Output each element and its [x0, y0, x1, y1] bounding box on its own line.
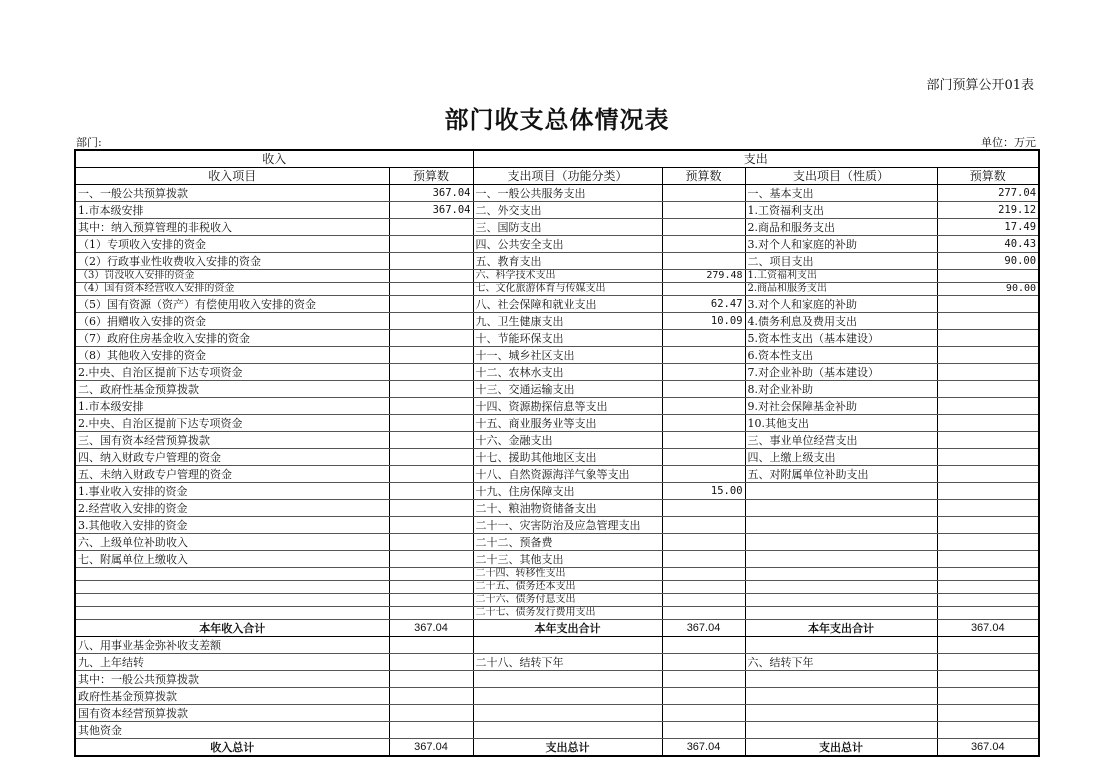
expense-nature-budget-header: 预算数: [937, 168, 1039, 185]
income-item-cell: （4）国有资本经营收入安排的资金: [75, 283, 389, 296]
income-item-cell: 国有资本经营预算拨款: [75, 705, 389, 722]
expense-func-item-cell: 六、科学技术支出: [473, 270, 662, 283]
expense-func-amount-cell: [662, 449, 745, 466]
grand-total-expense-nature-value: 367.04: [937, 739, 1039, 757]
expense-func-amount-cell: [662, 381, 745, 398]
expense-nature-item-cell: [745, 568, 937, 581]
income-amount-cell: [389, 534, 473, 551]
grand-total-expense-label: 支出总计: [473, 739, 662, 757]
income-item-cell: 1.市本级安排: [75, 202, 389, 219]
income-item-cell: 八、用事业基金弥补收支差额: [75, 637, 389, 654]
expense-func-amount-cell: 10.09: [662, 313, 745, 330]
expense-func-header: 支出项目（功能分类）: [473, 168, 662, 185]
expense-nature-item-cell: [745, 551, 937, 568]
table-row: [75, 705, 1039, 722]
expense-nature-item-cell: 4.债务利息及费用支出: [745, 313, 937, 330]
income-amount-cell: [389, 283, 473, 296]
expense-nature-item-cell: 9.对社会保障基金补助: [745, 398, 937, 415]
expense-func-amount-cell: 62.47: [662, 296, 745, 313]
expense-nature-amount-cell: [937, 449, 1039, 466]
expense-func-amount-cell: [662, 185, 745, 202]
expense-nature-amount-cell: [937, 722, 1039, 739]
year-total-income-label: 本年收入合计: [75, 620, 389, 637]
expense-func-amount-cell: 15.00: [662, 483, 745, 500]
expense-func-item-cell: 二十四、转移性支出: [473, 568, 662, 581]
expense-func-amount-cell: [662, 705, 745, 722]
expense-func-amount-cell: [662, 432, 745, 449]
expense-func-item-cell: 九、卫生健康支出: [473, 313, 662, 330]
income-item-cell: 五、未纳入财政专户管理的资金: [75, 466, 389, 483]
income-item-header: 收入项目: [75, 168, 389, 185]
expense-nature-item-cell: 1.工资福利支出: [745, 270, 937, 283]
expense-func-item-cell: 四、公共安全支出: [473, 236, 662, 253]
expense-func-item-cell: 十四、资源勘探信息等支出: [473, 398, 662, 415]
expense-nature-item-cell: [745, 517, 937, 534]
table-row: [75, 654, 1039, 671]
page-title: 部门收支总体情况表: [444, 105, 670, 134]
expense-func-amount-cell: [662, 330, 745, 347]
table-row: [75, 296, 1039, 313]
income-amount-cell: [389, 253, 473, 270]
expense-nature-amount-cell: [937, 568, 1039, 581]
expense-nature-item-cell: [745, 705, 937, 722]
expense-nature-amount-cell: [937, 313, 1039, 330]
expense-nature-amount-cell: [937, 296, 1039, 313]
table-row: [75, 313, 1039, 330]
expense-nature-amount-cell: [937, 364, 1039, 381]
income-budget-header: 预算数: [389, 168, 473, 185]
expense-func-item-cell: 十九、住房保障支出: [473, 483, 662, 500]
expense-func-item-cell: [473, 637, 662, 654]
income-item-cell: （2）行政事业性收费收入安排的资金: [75, 253, 389, 270]
expense-nature-amount-cell: [937, 483, 1039, 500]
table-row: [75, 594, 1039, 607]
income-item-cell: 一、一般公共预算拨款: [75, 185, 389, 202]
expense-func-item-cell: 十二、农林水支出: [473, 364, 662, 381]
expense-nature-amount-cell: 219.12: [937, 202, 1039, 219]
expense-func-budget-header: 预算数: [662, 168, 745, 185]
expense-func-item-cell: 十六、金融支出: [473, 432, 662, 449]
table-row: [75, 202, 1039, 219]
expense-nature-amount-cell: [937, 270, 1039, 283]
year-total-expense-nature-value: 367.04: [937, 620, 1039, 637]
table-row: [75, 381, 1039, 398]
expense-nature-item-cell: 10.其他支出: [745, 415, 937, 432]
expense-func-amount-cell: [662, 236, 745, 253]
expense-func-amount-cell: [662, 722, 745, 739]
expense-section-header: 支出: [473, 150, 1039, 168]
expense-func-amount-cell: [662, 654, 745, 671]
income-amount-cell: [389, 688, 473, 705]
expense-func-amount-cell: [662, 551, 745, 568]
income-amount-cell: [389, 330, 473, 347]
expense-func-amount-cell: [662, 607, 745, 620]
income-amount-cell: [389, 364, 473, 381]
table-row: [75, 219, 1039, 236]
section-header-row: [75, 150, 1039, 168]
expense-nature-item-cell: 7.对企业补助（基本建设）: [745, 364, 937, 381]
expense-nature-amount-cell: [937, 466, 1039, 483]
expense-func-amount-cell: [662, 466, 745, 483]
expense-func-amount-cell: [662, 671, 745, 688]
expense-func-item-cell: 二十一、灾害防治及应急管理支出: [473, 517, 662, 534]
unit-label: 单位：万元: [981, 136, 1036, 149]
expense-nature-item-cell: 三、事业单位经营支出: [745, 432, 937, 449]
expense-func-amount-cell: [662, 594, 745, 607]
income-item-cell: 2.经营收入安排的资金: [75, 500, 389, 517]
table-row: [75, 270, 1039, 283]
year-total-row: [75, 620, 1039, 637]
income-item-cell: [75, 607, 389, 620]
expense-func-item-cell: [473, 705, 662, 722]
expense-func-item-cell: 十一、城乡社区支出: [473, 347, 662, 364]
expense-nature-item-cell: [745, 534, 937, 551]
income-item-cell: 其中：纳入预算管理的非税收入: [75, 219, 389, 236]
expense-func-item-cell: 十五、商业服务业等支出: [473, 415, 662, 432]
expense-nature-item-cell: 二、项目支出: [745, 253, 937, 270]
income-item-cell: [75, 594, 389, 607]
expense-nature-amount-cell: [937, 688, 1039, 705]
table-row: [75, 581, 1039, 594]
expense-nature-amount-cell: [937, 330, 1039, 347]
expense-nature-amount-cell: [937, 381, 1039, 398]
expense-nature-item-cell: 6.资本性支出: [745, 347, 937, 364]
income-item-cell: 1.事业收入安排的资金: [75, 483, 389, 500]
expense-func-amount-cell: 279.48: [662, 270, 745, 283]
expense-func-item-cell: 二十二、预备费: [473, 534, 662, 551]
expense-func-item-cell: 二十五、债务还本支出: [473, 581, 662, 594]
expense-nature-item-cell: [745, 594, 937, 607]
expense-nature-amount-cell: [937, 607, 1039, 620]
expense-func-item-cell: 二十、粮油物资储备支出: [473, 500, 662, 517]
income-amount-cell: [389, 581, 473, 594]
expense-func-amount-cell: [662, 581, 745, 594]
expense-nature-amount-cell: [937, 705, 1039, 722]
budget-table: [74, 149, 1040, 757]
income-amount-cell: [389, 551, 473, 568]
income-item-cell: （1）专项收入安排的资金: [75, 236, 389, 253]
expense-func-amount-cell: [662, 637, 745, 654]
income-item-cell: 2.中央、自治区提前下达专项资金: [75, 415, 389, 432]
table-row: [75, 347, 1039, 364]
income-item-cell: [75, 581, 389, 594]
income-amount-cell: [389, 219, 473, 236]
expense-nature-amount-cell: [937, 594, 1039, 607]
expense-nature-amount-cell: [937, 534, 1039, 551]
expense-nature-item-cell: 一、基本支出: [745, 185, 937, 202]
expense-func-amount-cell: [662, 347, 745, 364]
income-amount-cell: [389, 594, 473, 607]
year-total-expense-func-value: 367.04: [662, 620, 745, 637]
table-row: [75, 500, 1039, 517]
expense-func-item-cell: 十七、援助其他地区支出: [473, 449, 662, 466]
grand-total-expense-func-value: 367.04: [662, 739, 745, 757]
expense-nature-item-cell: [745, 483, 937, 500]
income-amount-cell: [389, 432, 473, 449]
income-amount-cell: [389, 517, 473, 534]
expense-nature-item-cell: 1.工资福利支出: [745, 202, 937, 219]
table-row: [75, 551, 1039, 568]
year-total-expense-nature-label: 本年支出合计: [745, 620, 937, 637]
expense-nature-item-cell: 2.商品和服务支出: [745, 283, 937, 296]
expense-nature-amount-cell: [937, 415, 1039, 432]
expense-nature-item-cell: [745, 637, 937, 654]
income-amount-cell: [389, 449, 473, 466]
income-amount-cell: [389, 654, 473, 671]
expense-func-item-cell: 二十八、结转下年: [473, 654, 662, 671]
expense-nature-item-cell: [745, 671, 937, 688]
expense-nature-item-cell: 2.商品和服务支出: [745, 219, 937, 236]
year-total-expense-label: 本年支出合计: [473, 620, 662, 637]
income-item-cell: 四、纳入财政专户管理的资金: [75, 449, 389, 466]
table-row: [75, 671, 1039, 688]
expense-func-item-cell: 二十六、债务付息支出: [473, 594, 662, 607]
income-item-cell: 3.其他收入安排的资金: [75, 517, 389, 534]
income-item-cell: 三、国有资本经营预算拨款: [75, 432, 389, 449]
income-amount-cell: [389, 637, 473, 654]
table-row: [75, 568, 1039, 581]
table-row: [75, 534, 1039, 551]
grand-total-expense-nature-label: 支出总计: [745, 739, 937, 757]
expense-nature-amount-cell: [937, 551, 1039, 568]
expense-nature-amount-cell: [937, 347, 1039, 364]
income-amount-cell: [389, 313, 473, 330]
expense-func-amount-cell: [662, 688, 745, 705]
expense-func-amount-cell: [662, 568, 745, 581]
column-header-row: [75, 168, 1039, 185]
income-item-cell: 其中：一般公共预算拨款: [75, 671, 389, 688]
income-amount-cell: [389, 415, 473, 432]
expense-nature-amount-cell: [937, 671, 1039, 688]
expense-nature-amount-cell: [937, 398, 1039, 415]
expense-nature-item-cell: [745, 607, 937, 620]
expense-nature-item-cell: 六、结转下年: [745, 654, 937, 671]
income-amount-cell: [389, 568, 473, 581]
expense-nature-amount-cell: [937, 654, 1039, 671]
grand-total-income-label: 收入总计: [75, 739, 389, 757]
expense-func-item-cell: 七、文化旅游体育与传媒支出: [473, 283, 662, 296]
table-row: [75, 330, 1039, 347]
income-item-cell: 政府性基金预算拨款: [75, 688, 389, 705]
expense-nature-item-cell: [745, 500, 937, 517]
table-row: [75, 637, 1039, 654]
income-amount-cell: [389, 466, 473, 483]
income-amount-cell: [389, 270, 473, 283]
income-item-cell: 其他资金: [75, 722, 389, 739]
income-amount-cell: 367.04: [389, 185, 473, 202]
income-item-cell: 1.市本级安排: [75, 398, 389, 415]
expense-func-item-cell: 二十七、债务发行费用支出: [473, 607, 662, 620]
expense-func-item-cell: 十三、交通运输支出: [473, 381, 662, 398]
expense-func-item-cell: 八、社会保障和就业支出: [473, 296, 662, 313]
income-item-cell: 九、上年结转: [75, 654, 389, 671]
income-item-cell: （7）政府住房基金收入安排的资金: [75, 330, 389, 347]
expense-nature-amount-cell: [937, 500, 1039, 517]
table-row: [75, 236, 1039, 253]
income-item-cell: （8）其他收入安排的资金: [75, 347, 389, 364]
expense-func-amount-cell: [662, 253, 745, 270]
table-row: [75, 185, 1039, 202]
expense-func-amount-cell: [662, 517, 745, 534]
form-number: 部门预算公开01表: [926, 78, 1034, 93]
table-row: [75, 415, 1039, 432]
expense-func-amount-cell: [662, 283, 745, 296]
income-amount-cell: [389, 381, 473, 398]
table-row: [75, 283, 1039, 296]
table-row: [75, 398, 1039, 415]
expense-nature-amount-cell: [937, 581, 1039, 594]
table-row: [75, 483, 1039, 500]
table-row: [75, 517, 1039, 534]
grand-total-row: [75, 739, 1039, 757]
department-label: 部门:: [76, 136, 102, 149]
income-item-cell: 2.中央、自治区提前下达专项资金: [75, 364, 389, 381]
expense-nature-amount-cell: 40.43: [937, 236, 1039, 253]
income-item-cell: （5）国有资源（资产）有偿使用收入安排的资金: [75, 296, 389, 313]
expense-nature-item-cell: 四、上缴上级支出: [745, 449, 937, 466]
expense-nature-item-cell: 3.对个人和家庭的补助: [745, 296, 937, 313]
year-total-income-value: 367.04: [389, 620, 473, 637]
expense-func-amount-cell: [662, 534, 745, 551]
expense-nature-item-cell: 五、对附属单位补助支出: [745, 466, 937, 483]
income-amount-cell: [389, 236, 473, 253]
expense-func-item-cell: 十、节能环保支出: [473, 330, 662, 347]
expense-func-amount-cell: [662, 500, 745, 517]
income-item-cell: 六、上级单位补助收入: [75, 534, 389, 551]
expense-func-item-cell: 十八、自然资源海洋气象等支出: [473, 466, 662, 483]
expense-func-item-cell: [473, 688, 662, 705]
income-amount-cell: [389, 722, 473, 739]
expense-nature-amount-cell: 17.49: [937, 219, 1039, 236]
grand-total-income-value: 367.04: [389, 739, 473, 757]
expense-func-item-cell: 二、外交支出: [473, 202, 662, 219]
table-row: [75, 466, 1039, 483]
income-amount-cell: [389, 296, 473, 313]
income-item-cell: 七、附属单位上缴收入: [75, 551, 389, 568]
expense-func-amount-cell: [662, 398, 745, 415]
expense-nature-amount-cell: 90.00: [937, 283, 1039, 296]
expense-func-amount-cell: [662, 219, 745, 236]
expense-nature-item-cell: [745, 722, 937, 739]
income-amount-cell: [389, 705, 473, 722]
expense-func-item-cell: 五、教育支出: [473, 253, 662, 270]
expense-nature-item-cell: 8.对企业补助: [745, 381, 937, 398]
income-item-cell: （3）罚没收入安排的资金: [75, 270, 389, 283]
expense-func-item-cell: [473, 671, 662, 688]
table-row: [75, 432, 1039, 449]
expense-nature-amount-cell: [937, 637, 1039, 654]
expense-func-item-cell: 二十三、其他支出: [473, 551, 662, 568]
income-amount-cell: [389, 607, 473, 620]
table-row: [75, 688, 1039, 705]
expense-nature-amount-cell: 90.00: [937, 253, 1039, 270]
table-row: [75, 607, 1039, 620]
expense-nature-amount-cell: [937, 517, 1039, 534]
expense-func-item-cell: 一、一般公共服务支出: [473, 185, 662, 202]
expense-nature-amount-cell: [937, 432, 1039, 449]
income-amount-cell: [389, 347, 473, 364]
expense-func-item-cell: 三、国防支出: [473, 219, 662, 236]
income-amount-cell: [389, 671, 473, 688]
income-amount-cell: 367.04: [389, 202, 473, 219]
expense-nature-item-cell: [745, 688, 937, 705]
table-row: [75, 449, 1039, 466]
table-row: [75, 364, 1039, 381]
expense-nature-item-cell: 3.对个人和家庭的补助: [745, 236, 937, 253]
expense-func-amount-cell: [662, 202, 745, 219]
income-item-cell: 二、政府性基金预算拨款: [75, 381, 389, 398]
income-amount-cell: [389, 483, 473, 500]
expense-nature-header: 支出项目（性质）: [745, 168, 937, 185]
expense-func-amount-cell: [662, 415, 745, 432]
income-amount-cell: [389, 500, 473, 517]
expense-func-item-cell: [473, 722, 662, 739]
income-section-header: 收入: [75, 150, 473, 168]
income-item-cell: [75, 568, 389, 581]
expense-nature-item-cell: [745, 581, 937, 594]
table-row: [75, 722, 1039, 739]
table-row: [75, 253, 1039, 270]
expense-nature-item-cell: 5.资本性支出（基本建设）: [745, 330, 937, 347]
income-item-cell: （6）捐赠收入安排的资金: [75, 313, 389, 330]
expense-nature-amount-cell: 277.04: [937, 185, 1039, 202]
expense-func-amount-cell: [662, 364, 745, 381]
income-amount-cell: [389, 398, 473, 415]
